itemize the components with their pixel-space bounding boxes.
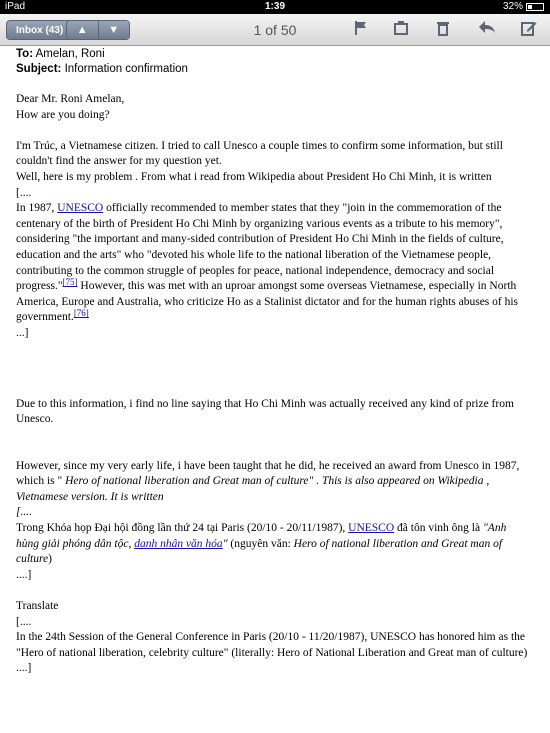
status-bar	[0, 0, 550, 14]
compose-icon[interactable]	[518, 20, 540, 40]
translate-heading: Translate	[16, 600, 59, 613]
vi-text: Trong Khóa họp Đại hội đồng lần thứ 24 tại Paris (20/10 - 20/11/1987),	[16, 522, 349, 535]
clock: 1:39	[264, 1, 285, 12]
inbox-button[interactable]: Inbox (43)	[6, 20, 73, 40]
intro-paragraph: I'm Trúc, a Vietnamese citizen. I tried to call Unesco a couple times to confirm some information, but still couldn't find the answer for my question yet.	[16, 139, 503, 168]
mail-toolbar	[0, 14, 550, 46]
message-counter: 1 of 50	[253, 22, 297, 38]
problem-paragraph: Well, here is my problem . From what i read from Wikipedia about President Ho Chi Minh, it is written	[16, 170, 492, 183]
vi-text: (nguyên văn:	[227, 537, 294, 550]
to-row	[16, 47, 188, 62]
flag-icon[interactable]	[350, 20, 372, 40]
subject-label: Subject:	[16, 63, 62, 75]
reference-link-75[interactable]: [75]	[62, 277, 78, 288]
reply-icon[interactable]	[476, 20, 498, 40]
greeting-question: How are you doing?	[16, 108, 110, 121]
quote-close-2: ....]	[16, 568, 32, 581]
quote-text: However, this was met with an uproar amongst some overseas Vietnamese, especially in North America, Europe and Australia, who criticize Ho as a Stalinist dictator and for the human rights abuses of his government.	[16, 280, 519, 324]
vi-text-italic: "Anh hùng giải phóng dân tộc,	[16, 522, 507, 550]
subject-row	[16, 62, 188, 77]
vietnamese-quote	[16, 521, 530, 568]
reference-link-76[interactable]: [76]	[73, 308, 89, 319]
folder-icon[interactable]	[390, 20, 412, 40]
vi-text: đã tôn vinh ông là	[394, 522, 483, 535]
award-text: However, since my very early life, i have been taught that he did, he received an award from Unesco in 1987, which is "	[16, 459, 520, 488]
award-text-italic: Hero of national liberation and Great man of culture" . This is also appeared on Wikipedia , Vietnamese version. It is written	[16, 475, 490, 503]
quote-close-3: ....]	[16, 662, 32, 675]
finding-paragraph: Due to this information, i find no line saying that Ho Chi Minh was actually received any kind of prize from Unesco.	[16, 397, 514, 426]
battery-icon	[526, 3, 544, 11]
battery-percent: 32%	[502, 1, 523, 12]
recipient-name[interactable]: Amelan, Roni	[35, 48, 105, 60]
culture-link-vi[interactable]: danh nhân văn hóa	[134, 537, 223, 550]
award-paragraph	[16, 459, 530, 506]
english-translation: In the 24th Session of the General Conference in Paris (20/10 - 11/20/1987), UNESCO has honored him as the "Hero of national liberation, celebrity culture" (literally: Hero of National Liberation and Great man of culture)	[16, 631, 528, 659]
quote-open: [....	[16, 186, 32, 199]
vi-text: )	[48, 553, 52, 566]
unesco-link[interactable]: UNESCO	[57, 202, 104, 215]
quote-close: ...]	[16, 326, 29, 339]
message-header	[16, 47, 188, 77]
quote-text: In 1987,	[16, 202, 58, 215]
quote-open-2: [....	[16, 506, 32, 519]
vi-text-italic: Hero of national liberation and Great man of culture	[16, 537, 503, 566]
subject-value: Information confirmation	[64, 63, 188, 75]
unesco-link-vi[interactable]: UNESCO	[348, 522, 395, 535]
quote-open-3: [....	[16, 615, 32, 628]
wikipedia-quote	[16, 201, 530, 326]
vi-text-italic: "	[222, 537, 228, 550]
to-label: To:	[16, 48, 34, 60]
battery-area	[503, 1, 544, 12]
message-body	[16, 92, 530, 677]
device-label: iPad	[5, 1, 26, 12]
previous-message-button[interactable]: ▲	[67, 21, 98, 39]
message-nav	[66, 20, 130, 40]
next-message-button[interactable]: ▼	[98, 21, 130, 39]
greeting: Dear Mr. Roni Amelan,	[16, 93, 125, 105]
quote-text: officially recommended to member states that they "join in the commemoration of the centenary of the birth of President Ho Chi Minh by organizing various events as a tribute to his memory", considering "the important and many-sided contribution of President Ho Chi Minh in the fields of culture, education and the arts" who "devoted his whole life to the national liberation of the Vietnamese people, contributing to the common struggle of peoples for peace, national independence, democracy and social progress."	[16, 202, 504, 293]
trash-icon[interactable]	[432, 20, 454, 40]
